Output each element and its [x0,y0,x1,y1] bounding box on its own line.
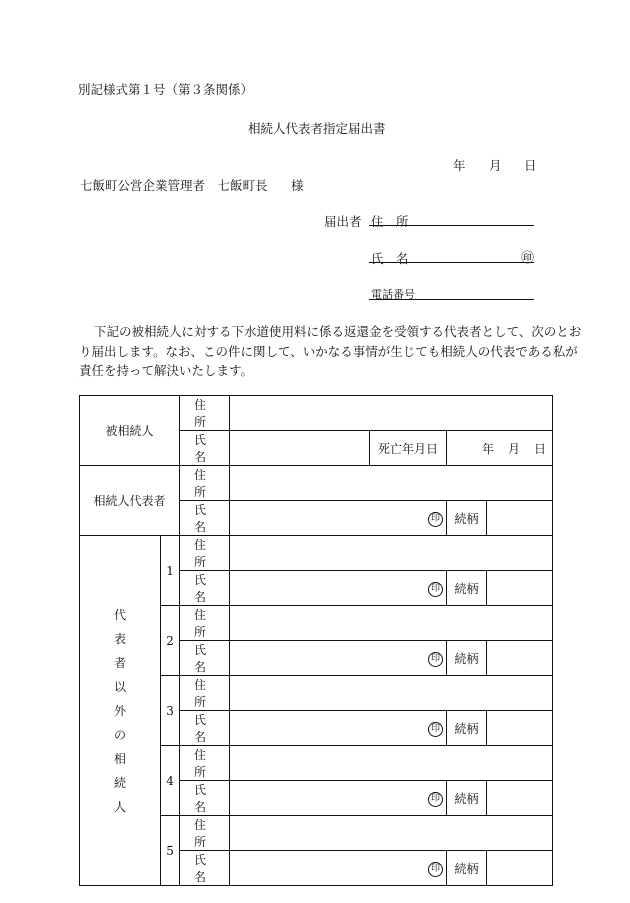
heir-address-label: 住 所 [180,746,230,781]
representative-name-field[interactable] [230,501,447,536]
other-heirs-char: 以 [113,679,126,694]
heir-relation-field[interactable] [487,641,553,676]
heir-number: 5 [161,816,180,886]
heir-name-field[interactable] [230,641,447,676]
body-text-line-1: 下記の被相続人に対する下水道使用料に係る返還金を受領する代表者として、次のとお [94,324,582,339]
heir-1-address-row [80,536,553,571]
applicant-phone-label: 電話番号 [371,288,415,301]
representative-address-label: 住 所 [180,466,230,501]
heir-address-field[interactable] [230,606,553,641]
heir-relation-label: 続柄 [447,571,487,606]
heir-address-field[interactable] [230,816,553,851]
other-heirs-char: 代 [113,607,126,622]
heir-name-label: 氏 名 [180,711,230,746]
heir-relation-field[interactable] [487,851,553,886]
document-title: 相続人代表者指定届出書 [248,121,386,136]
heir-address-field[interactable] [230,746,553,781]
decedent-address-label: 住 所 [180,396,230,431]
other-heirs-char: 外 [113,703,126,718]
heir-name-label: 氏 名 [180,571,230,606]
heir-relation-label: 続柄 [447,641,487,676]
other-heirs-char: 続 [113,775,126,790]
heir-address-label: 住 所 [180,676,230,711]
decedent-address-row [80,396,553,431]
seal-icon: 印 [428,792,443,807]
heir-number: 4 [161,746,180,816]
representative-address-field[interactable] [230,466,553,501]
addressee: 七飯町公営企業管理者 七飯町長 [80,178,268,193]
death-date-month: 月 [507,441,520,456]
heir-name-label: 氏 名 [180,851,230,886]
representative-name-label: 氏 名 [180,501,230,536]
applicant-address-line[interactable] [369,225,534,226]
other-heirs-char: 人 [113,799,126,814]
death-date-year: 年 [481,441,494,456]
heir-name-label: 氏 名 [180,641,230,676]
seal-icon: 印 [428,722,443,737]
representative-address-row [80,466,553,501]
heir-relation-label: 続柄 [447,851,487,886]
body-text-line-3: 責任を持って解決いたします。 [79,363,254,378]
representative-header: 相続人代表者 [80,466,180,536]
seal-icon: 印 [428,582,443,597]
seal-mark: ㊞ [521,251,535,266]
heir-relation-field[interactable] [487,711,553,746]
date-year: 年 [453,158,466,173]
seal-icon: 印 [428,862,443,877]
heir-relation-field[interactable] [487,571,553,606]
honorific: 様 [291,178,304,193]
heir-number: 1 [161,536,180,606]
applicant-name-label: 氏 名 [371,251,409,266]
heir-name-field[interactable] [230,851,447,886]
date-month: 月 [489,158,502,173]
applicant-label: 届出者 [324,214,362,229]
decedent-header: 被相続人 [80,396,180,466]
death-date-field[interactable] [447,431,553,466]
date-day: 日 [524,158,537,173]
heir-address-label: 住 所 [180,536,230,571]
heir-name-label: 氏 名 [180,781,230,816]
other-heirs-char: の [113,727,126,742]
other-heirs-header [80,536,161,886]
death-date-label: 死亡年月日 [370,431,447,466]
decedent-name-field[interactable] [230,431,370,466]
body-text-line-2: り届出します。なお、この件に関して、いかなる事情が生じても相続人の代表である私が [79,344,578,359]
other-heirs-char: 者 [113,655,126,670]
heir-name-field[interactable] [230,781,447,816]
heir-address-field[interactable] [230,676,553,711]
heir-number: 3 [161,676,180,746]
heir-number: 2 [161,606,180,676]
heir-address-field[interactable] [230,536,553,571]
other-heirs-char: 相 [113,751,126,766]
heir-relation-label: 続柄 [447,781,487,816]
other-heirs-char: 表 [113,631,126,646]
form-number: 別記様式第１号（第３条関係） [78,82,254,97]
heir-name-field[interactable] [230,571,447,606]
death-date-day: 日 [534,441,547,456]
applicant-name-line[interactable] [369,262,534,263]
heir-relation-label: 続柄 [447,711,487,746]
seal-icon: 印 [428,652,443,667]
representative-relation-label: 続柄 [447,501,487,536]
representative-relation-field[interactable] [487,501,553,536]
heir-address-label: 住 所 [180,816,230,851]
heir-address-label: 住 所 [180,606,230,641]
heir-name-field[interactable] [230,711,447,746]
decedent-name-label: 氏 名 [180,431,230,466]
heirs-table [79,395,553,886]
decedent-address-field[interactable] [230,396,553,431]
applicant-phone-line[interactable] [369,299,534,300]
seal-icon: 印 [428,512,443,527]
applicant-address-label: 住 所 [371,214,409,229]
heir-relation-field[interactable] [487,781,553,816]
